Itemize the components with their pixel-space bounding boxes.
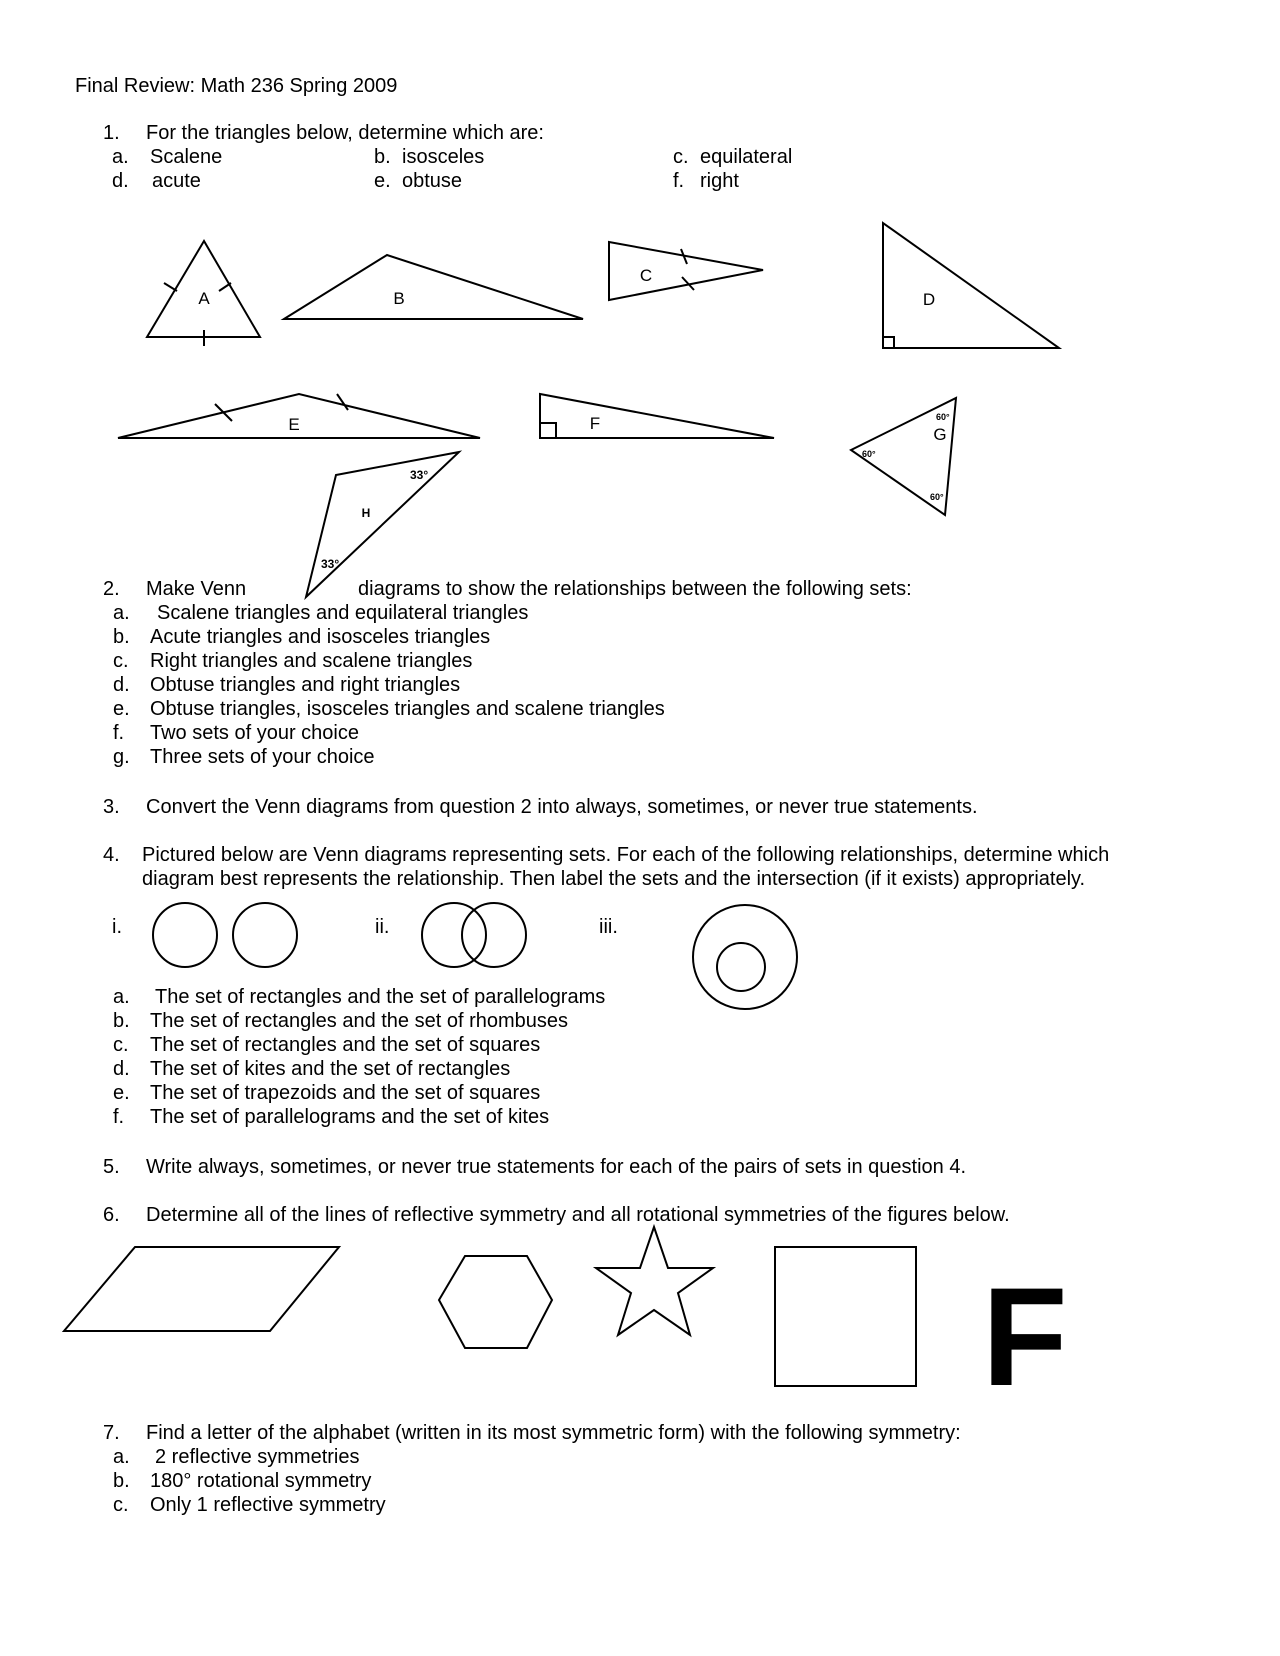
list-item-letter: b. — [113, 1010, 130, 1032]
q3-number: 3. — [103, 796, 120, 818]
list-item: The set of rectangles and the set of parallelograms — [155, 986, 606, 1008]
q1-number: 1. — [103, 122, 120, 144]
triangle-g-angle-left: 60° — [862, 449, 876, 459]
list-item: Two sets of your choice — [150, 722, 359, 744]
list-item-letter: b. — [113, 1470, 130, 1492]
q1-option-letter: e. — [374, 170, 391, 192]
list-item: The set of kites and the set of rectangles — [150, 1058, 511, 1080]
q1-option-letter: a. — [112, 146, 129, 168]
q1-option-letter: d. — [112, 170, 129, 192]
triangle-d-label: D — [922, 290, 936, 309]
letter-f-figure: F — [982, 1258, 1068, 1415]
triangle-c — [609, 242, 763, 300]
triangle-g-label: G — [933, 425, 947, 444]
q5-text: Write always, sometimes, or never true statements for each of the pairs of sets in question 4. — [146, 1156, 966, 1178]
venn-label-i: i. — [112, 916, 122, 938]
page-title: Final Review: Math 236 Spring 2009 — [75, 75, 398, 97]
q1-option-label: right — [700, 170, 739, 192]
q1-text: For the triangles below, determine which are: — [146, 122, 544, 144]
q5-number: 5. — [103, 1156, 120, 1178]
triangle-h-angle-bottom: 33° — [321, 557, 340, 571]
q1-option-letter: b. — [374, 146, 391, 168]
list-item-letter: c. — [113, 1034, 129, 1056]
venn-ii-right-circle — [462, 903, 526, 967]
triangle-d — [883, 223, 1059, 348]
q1-option-label: isosceles — [402, 146, 485, 168]
list-item: 2 reflective symmetries — [155, 1446, 360, 1468]
square-figure — [775, 1247, 916, 1386]
list-item: The set of parallelograms and the set of kites — [150, 1106, 550, 1128]
q1-option-label: Scalene — [150, 146, 223, 168]
q4-text-line1: Pictured below are Venn diagrams representing sets. For each of the following relationships, determine which — [142, 844, 1110, 866]
q2-number: 2. — [103, 578, 120, 600]
q7-number: 7. — [103, 1422, 120, 1444]
list-item: 180° rotational symmetry — [150, 1470, 372, 1492]
venn-label-iii: iii. — [599, 916, 618, 938]
venn-i-left-circle — [153, 903, 217, 967]
list-item: Right triangles and scalene triangles — [150, 650, 473, 672]
triangle-h-angle-top: 33° — [410, 468, 429, 482]
triangle-f — [540, 394, 774, 438]
triangle-c-label: C — [639, 266, 653, 285]
list-item-letter: a. — [113, 986, 130, 1008]
list-item: Acute triangles and isosceles triangles — [150, 626, 491, 648]
list-item-letter: d. — [113, 1058, 130, 1080]
triangle-h — [306, 452, 459, 597]
triangle-b — [284, 255, 583, 319]
list-item: Only 1 reflective symmetry — [150, 1494, 386, 1516]
list-item-letter: b. — [113, 626, 130, 648]
list-item: The set of rectangles and the set of rhombuses — [150, 1010, 569, 1032]
list-item-letter: a. — [113, 1446, 130, 1468]
q7-text: Find a letter of the alphabet (written in its most symmetric form) with the following symmetry: — [146, 1422, 961, 1444]
list-item: The set of rectangles and the set of squares — [150, 1034, 541, 1056]
q1-option-label: equilateral — [700, 146, 793, 168]
list-item-letter: e. — [113, 1082, 130, 1104]
list-item-letter: g. — [113, 746, 130, 768]
list-item-letter: e. — [113, 698, 130, 720]
triangle-h-label: H — [361, 506, 371, 520]
venn-iii-outer-circle — [693, 905, 797, 1009]
q2-text-start: Make Venn — [146, 578, 247, 600]
list-item: Scalene triangles and equilateral triangles — [157, 602, 529, 624]
list-item-letter: c. — [113, 650, 129, 672]
triangle-g-angle-top: 60° — [936, 412, 950, 422]
triangle-g-angle-bottom: 60° — [930, 492, 944, 502]
list-item-letter: d. — [113, 674, 130, 696]
q1-option-label: obtuse — [402, 170, 463, 192]
venn-ii-left-circle — [422, 903, 486, 967]
list-item: Obtuse triangles and right triangles — [150, 674, 461, 696]
q1-option-letter: c. — [673, 146, 689, 168]
triangle-e-label: E — [288, 415, 300, 434]
list-item-letter: f. — [113, 722, 125, 744]
q4-number: 4. — [103, 844, 120, 866]
hexagon-figure — [439, 1256, 552, 1348]
list-item-letter: c. — [113, 1494, 129, 1516]
star-figure — [596, 1227, 713, 1335]
venn-label-ii: ii. — [375, 916, 390, 938]
list-item: The set of trapezoids and the set of squares — [150, 1082, 541, 1104]
triangle-a-label: A — [198, 289, 210, 308]
list-item: Three sets of your choice — [150, 746, 375, 768]
list-item-letter: a. — [113, 602, 130, 624]
parallelogram-figure — [64, 1247, 339, 1331]
venn-iii-inner-circle — [717, 943, 765, 991]
q2-text-end: diagrams to show the relationships between the following sets: — [358, 578, 912, 600]
triangle-f-label: F — [589, 414, 601, 433]
triangle-b-label: B — [393, 289, 405, 308]
q1-option-label: acute — [152, 170, 201, 192]
q1-option-letter: f. — [673, 170, 685, 192]
q4-text-line2: diagram best represents the relationship. Then label the sets and the intersection (if it exists) appropriately. — [142, 868, 1086, 890]
q3-text: Convert the Venn diagrams from question 2 into always, sometimes, or never true statements. — [146, 796, 978, 818]
q6-text: Determine all of the lines of reflective symmetry and all rotational symmetries of the figures below. — [146, 1204, 1010, 1226]
venn-i-right-circle — [233, 903, 297, 967]
list-item-letter: f. — [113, 1106, 125, 1128]
q6-number: 6. — [103, 1204, 120, 1226]
list-item: Obtuse triangles, isosceles triangles and scalene triangles — [150, 698, 665, 720]
